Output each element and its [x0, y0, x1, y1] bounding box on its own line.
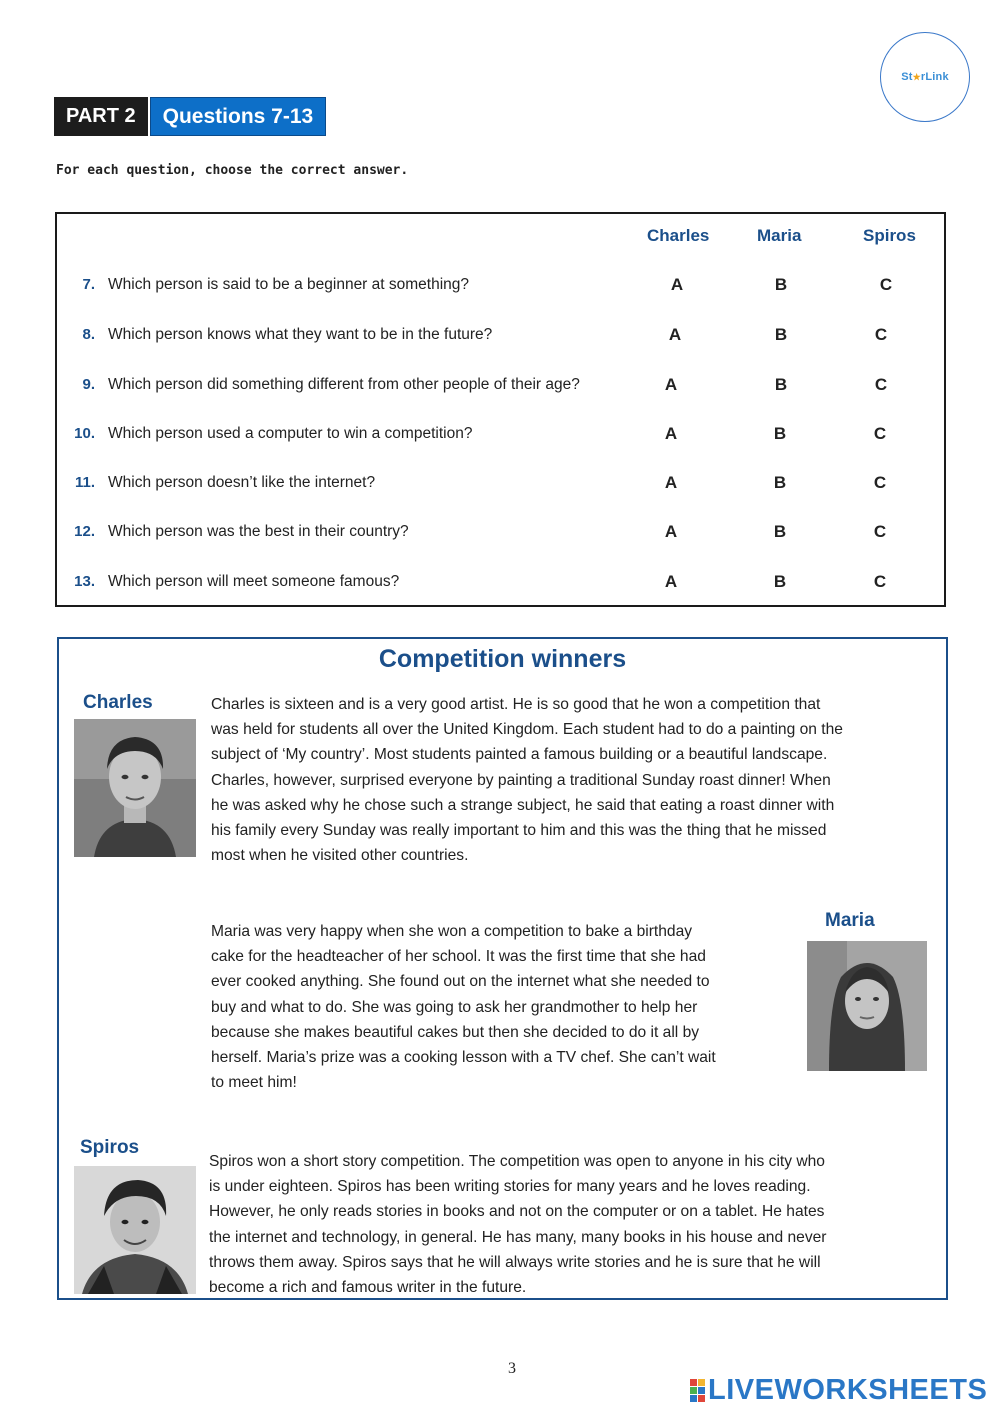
- liveworksheets-logo: [690, 1374, 987, 1407]
- maria-story-line: herself. Maria’s prize was a cooking lesson with a TV chef. She can’t wait: [211, 1049, 716, 1067]
- instructions: For each question, choose the correct answer.: [56, 163, 409, 178]
- story-title: Competition winners: [378, 645, 627, 673]
- charles-story-line: subject of ‘My country’. Most students painted a famous building or a beautiful landscape.: [211, 746, 828, 764]
- question-text: Which person is said to be a beginner at something?: [108, 276, 470, 293]
- question-number: 10.: [74, 425, 95, 442]
- option-c[interactable]: C: [874, 325, 888, 344]
- spiros-name: Spiros: [80, 1137, 140, 1158]
- question-row: [57, 519, 944, 549]
- option-c[interactable]: C: [873, 424, 887, 443]
- maria-story-line: buy and what to do. She was going to ask her grandmother to help her: [211, 998, 698, 1016]
- option-a[interactable]: A: [668, 325, 682, 344]
- option-b[interactable]: B: [773, 424, 787, 443]
- option-a[interactable]: A: [664, 473, 678, 492]
- spiros-photo: [74, 1166, 196, 1294]
- spiros-story-line: is under eighteen. Spiros has been writing stories for many years and he loves reading.: [209, 1178, 811, 1196]
- question-number: 11.: [74, 474, 95, 491]
- maria-story-line: because she makes beautiful cakes but then she decided to do it all by: [211, 1023, 700, 1041]
- question-number: 7.: [82, 276, 95, 293]
- part-questions: Questions 7-13: [150, 97, 327, 136]
- option-b[interactable]: B: [773, 473, 787, 492]
- maria-name: Maria: [825, 910, 875, 931]
- question-row: [57, 272, 944, 302]
- maria-story-line: to meet him!: [211, 1074, 297, 1092]
- option-b[interactable]: B: [774, 275, 788, 294]
- charles-story-line: his family every Sunday was really important to him and this was the thing that he missed: [211, 822, 827, 840]
- spiros-story-line: Spiros won a short story competition. The competition was open to anyone in his city who: [209, 1153, 825, 1170]
- option-a[interactable]: A: [670, 275, 684, 294]
- logo-star-icon: ★: [912, 72, 921, 82]
- logo-text: [901, 71, 949, 83]
- liveworksheets-brand: LIVEWORKSHEETS: [708, 1374, 988, 1406]
- option-a[interactable]: A: [664, 424, 678, 443]
- option-b[interactable]: B: [773, 522, 787, 541]
- question-text: Which person used a computer to win a competition?: [108, 425, 473, 442]
- charles-story: [211, 692, 843, 868]
- option-b[interactable]: B: [774, 375, 788, 394]
- question-number: 8.: [82, 326, 95, 343]
- question-number: 9.: [82, 376, 95, 393]
- charles-story-line: most when he visited other countries.: [211, 847, 469, 865]
- part-header: [54, 97, 326, 136]
- option-c[interactable]: C: [873, 473, 887, 492]
- charles-name: Charles: [83, 692, 153, 713]
- charles-story-line: he was asked why he chose such a strange subject, he said that eating a roast dinner with: [211, 796, 835, 814]
- charles-story-line: was held for students all over the United Kingdom. Each student had to do a painting on the: [211, 721, 843, 739]
- option-c[interactable]: C: [879, 275, 893, 294]
- maria-story-line: ever cooked anything. She found out on the internet what she needed to: [211, 973, 710, 991]
- option-c[interactable]: C: [874, 375, 888, 394]
- charles-story-line: Charles, however, surprised everyone by painting a traditional Sunday roast dinner! When: [211, 771, 831, 789]
- column-header-charles: Charles: [647, 226, 710, 245]
- charles-story-line: Charles is sixteen and is a very good artist. He is so good that he won a competition that: [211, 696, 821, 713]
- option-b[interactable]: B: [774, 325, 788, 344]
- starlink-logo: [880, 32, 970, 122]
- question-number: 12.: [74, 523, 95, 540]
- competition-winners-box: [57, 637, 948, 1300]
- charles-photo: [74, 719, 196, 857]
- option-b[interactable]: B: [773, 572, 787, 591]
- option-a[interactable]: A: [664, 572, 678, 591]
- option-c[interactable]: C: [873, 522, 887, 541]
- maria-portrait-icon: [807, 941, 927, 1071]
- logo-text-right: rLink: [920, 71, 949, 83]
- question-text: Which person did something different from other people of their age?: [108, 376, 580, 393]
- column-header-spiros: Spiros: [863, 226, 916, 245]
- question-row: [57, 372, 944, 402]
- option-a[interactable]: A: [664, 375, 678, 394]
- spiros-story-line: the internet and technology, in general. He has many, many books in his house and never: [209, 1228, 827, 1246]
- liveworksheets-grid-icon: [690, 1379, 705, 1402]
- spiros-story: [209, 1149, 827, 1300]
- column-header-maria: Maria: [757, 226, 802, 245]
- maria-story-line: cake for the headteacher of her school. It was the first time that she had: [211, 948, 706, 966]
- option-c[interactable]: C: [873, 572, 887, 591]
- spiros-story-line: become a rich and famous writer in the future.: [209, 1279, 527, 1297]
- question-row: [57, 322, 944, 352]
- question-row: [57, 569, 944, 599]
- question-text: Which person doesn’t like the internet?: [108, 474, 376, 491]
- spiros-portrait-icon: [74, 1166, 196, 1294]
- logo-text-left: St: [901, 71, 913, 83]
- maria-photo: [807, 941, 927, 1071]
- maria-story: [211, 919, 716, 1095]
- question-row: [57, 470, 944, 500]
- maria-story-line: Maria was very happy when she won a competition to bake a birthday: [211, 923, 693, 940]
- question-table: [55, 212, 946, 607]
- question-text: Which person knows what they want to be in the future?: [108, 326, 493, 343]
- part-label: PART 2: [54, 97, 148, 136]
- option-a[interactable]: A: [664, 522, 678, 541]
- question-row: [57, 421, 944, 451]
- question-text: Which person was the best in their country?: [108, 523, 409, 540]
- question-text: Which person will meet someone famous?: [108, 573, 400, 590]
- charles-portrait-icon: [74, 719, 196, 857]
- question-number: 13.: [74, 573, 95, 590]
- spiros-story-line: However, he only reads stories in books and not on the computer or on a tablet. He hates: [209, 1203, 825, 1221]
- page-number: 3: [508, 1360, 516, 1377]
- spiros-story-line: throws them away. Spiros says that he will always write stories and he is sure that he will: [209, 1253, 821, 1271]
